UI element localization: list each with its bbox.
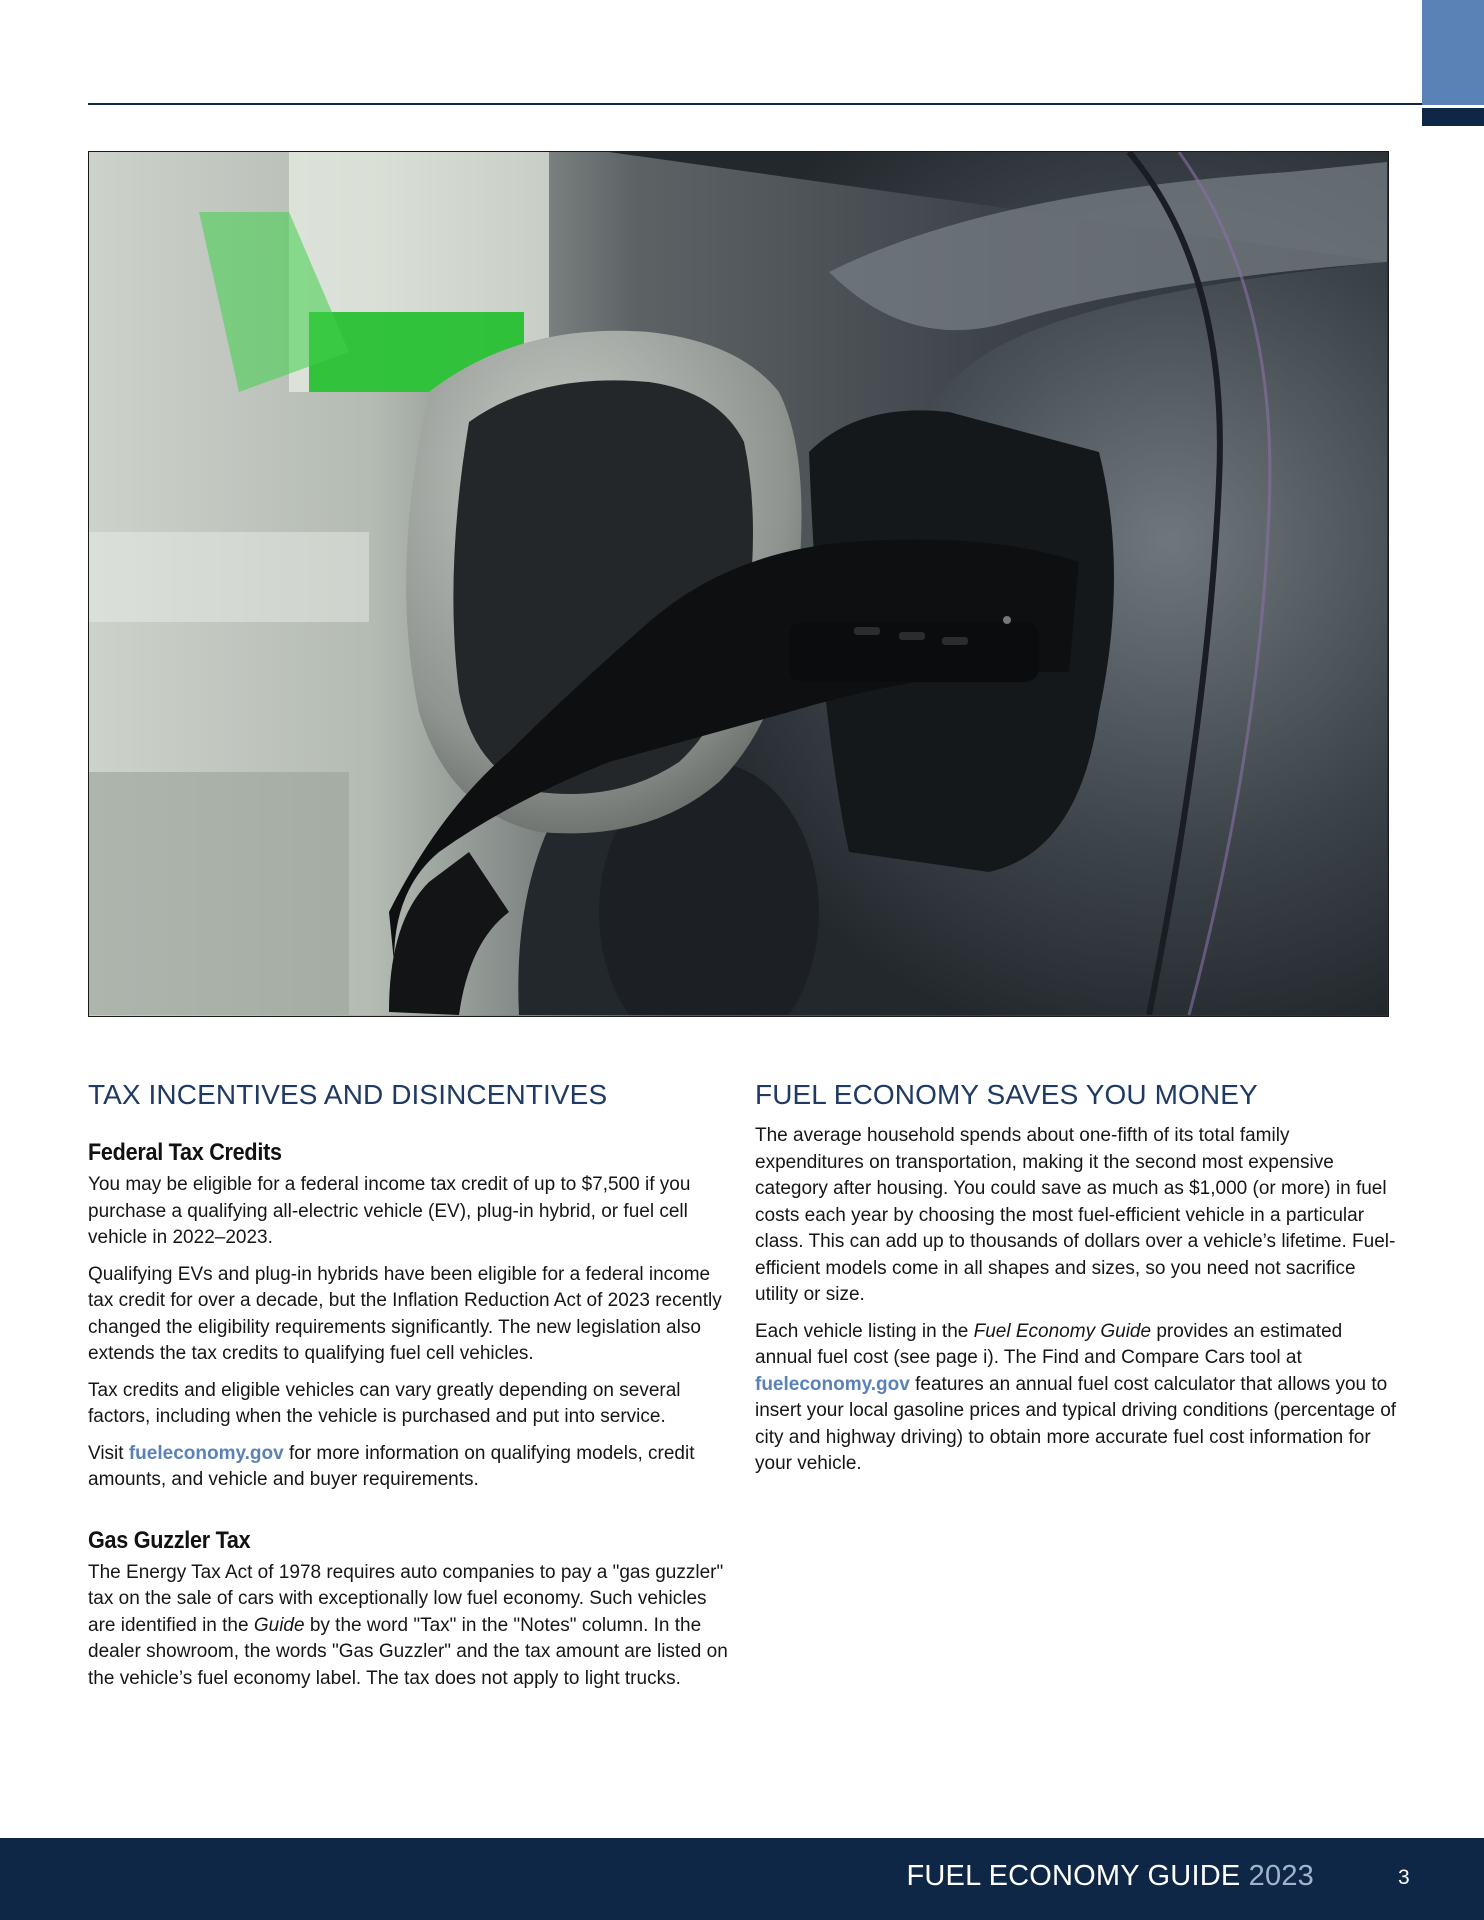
listing-text-a: Each vehicle listing in the <box>755 1320 974 1342</box>
visit-rest-text: for more information on qualifying models, credit amounts, and vehicle and buyer requirements. <box>88 1442 695 1490</box>
listing-text-c: features an annual fuel cost calculator that allows you to insert your local gasoline prices and typical driving conditions (percentage of city and highway driving) to obtain more accurate fuel cost information for your vehicle. <box>755 1373 1397 1474</box>
footer-year: 2023 <box>1248 1860 1314 1892</box>
saves-money-paragraph-2 <box>755 1319 1400 1478</box>
page-tab-accent <box>1422 0 1484 105</box>
tax-incentives-title: TAX INCENTIVES AND DISINCENTIVES <box>88 1079 608 1110</box>
saves-money-title: FUEL ECONOMY SAVES YOU MONEY <box>755 1079 1258 1110</box>
footer-guide-name: FUEL ECONOMY GUIDE <box>906 1860 1241 1892</box>
listing-text-b: provides an estimated annual fuel cost (see page i). The Find and Compare Cars tool at <box>755 1320 1343 1368</box>
visit-text: Visit <box>88 1442 129 1464</box>
federal-paragraph-1: You may be eligible for a federal income tax credit of up to $7,500 if you purchase a qualifying all-electric vehicle (EV), plug-in hybrid, or fuel cell vehicle in 2022–2023. <box>88 1174 691 1248</box>
guzzler-text-b: by the word "Tax" in the "Notes" column. In the dealer showroom, the words "Gas Guzzler" and the tax amount are listed on the vehicle’s fuel economy label. The tax does not apply to light trucks. <box>88 1614 728 1689</box>
federal-tax-credits-heading: Federal Tax Credits <box>88 1139 282 1166</box>
left-column <box>88 1075 730 1702</box>
federal-paragraph-3: Tax credits and eligible vehicles can vary greatly depending on several factors, including when the vehicle is purchased and put into service. <box>88 1379 681 1427</box>
federal-paragraph-2: Qualifying EVs and plug-in hybrids have been eligible for a federal income tax credit for over a decade, but the Inflation Reduction Act of 2023 recently changed the eligibility requirements significantly. The new legislation also extends the tax credits to qualifying fuel cell vehicles. <box>88 1263 722 1364</box>
guzzler-text-a: The Energy Tax Act of 1978 requires auto companies to pay a "gas guzzler" tax on the sale of cars with exceptionally low fuel economy. Such vehicles are identified in the <box>88 1561 724 1636</box>
footer-title <box>906 1860 1314 1893</box>
page-footer <box>0 1838 1484 1920</box>
guide-title-emphasis: Fuel Economy Guide <box>973 1320 1152 1342</box>
guide-emphasis: Guide <box>253 1614 305 1636</box>
federal-paragraph-4 <box>88 1441 730 1494</box>
page-number: 3 <box>1398 1866 1410 1889</box>
gas-guzzler-paragraph <box>88 1560 730 1693</box>
ev-charging-photo <box>88 151 1389 1017</box>
right-column <box>755 1075 1400 1488</box>
fueleconomy-link-2[interactable]: fueleconomy.gov <box>755 1373 910 1395</box>
fueleconomy-link[interactable]: fueleconomy.gov <box>128 1442 284 1464</box>
saves-money-paragraph-1: The average household spends about one-fifth of its total family expenditures on transportation, making it the second most expensive category after housing. You could save as much as $1,000 (or more) in fuel costs each year by choosing the most fuel-efficient vehicle in a particular class. This can add up to thousands of dollars over a vehicle’s lifetime. Fuel-efficient models come in all shapes and sizes, so you need not sacrifice utility or size. <box>755 1125 1396 1305</box>
page-tab-accent-dark <box>1422 108 1484 126</box>
gas-guzzler-heading: Gas Guzzler Tax <box>88 1526 251 1554</box>
header-rule <box>88 103 1422 105</box>
